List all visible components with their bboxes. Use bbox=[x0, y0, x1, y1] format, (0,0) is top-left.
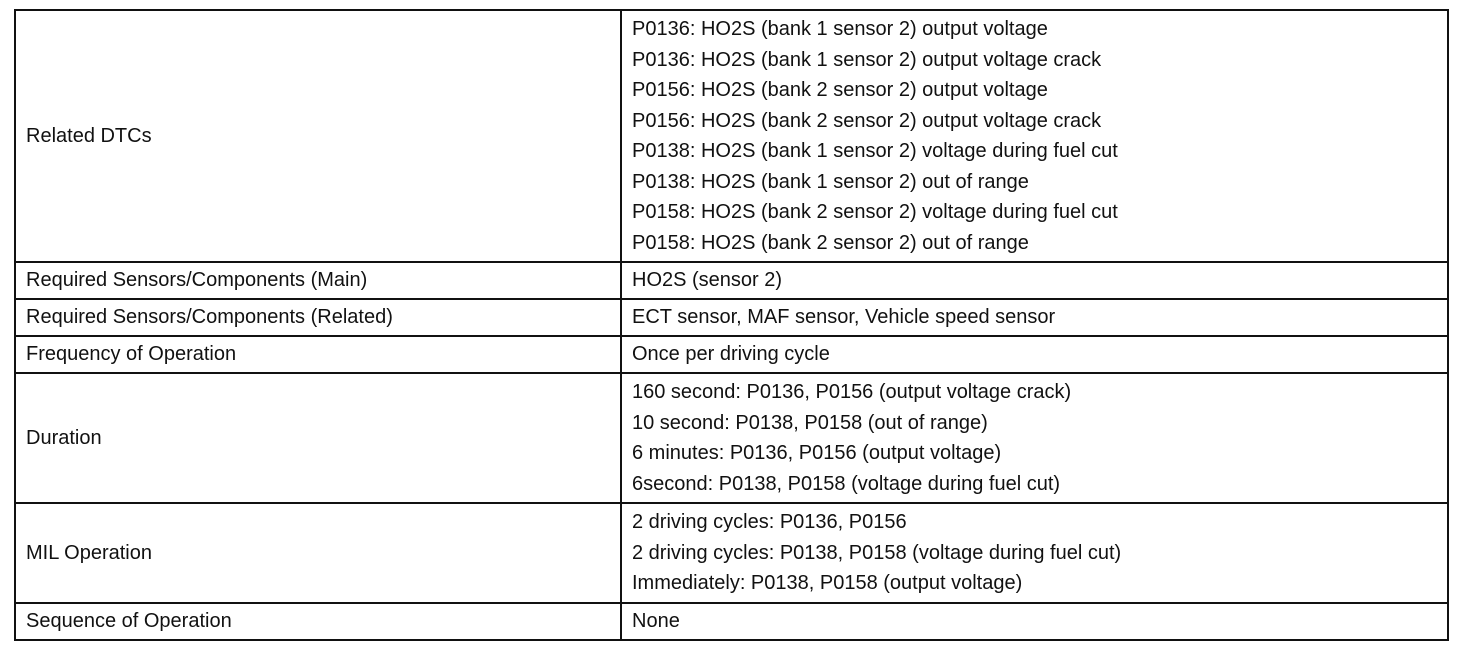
row-value bbox=[621, 10, 1448, 262]
row-value: HO2S (sensor 2) bbox=[621, 262, 1448, 299]
value-line: 2 driving cycles: P0136, P0156 bbox=[632, 511, 907, 533]
value-line: P0136: HO2S (bank 1 sensor 2) output voltage crack bbox=[632, 48, 1102, 71]
row-label: Required Sensors/Components (Related) bbox=[15, 299, 621, 336]
value-line: P0156: HO2S (bank 2 sensor 2) output voltage bbox=[632, 79, 1048, 101]
row-sequence bbox=[15, 603, 1448, 640]
row-label: MIL Operation bbox=[15, 503, 621, 603]
row-label: Sequence of Operation bbox=[15, 603, 621, 640]
value-line: P0136: HO2S (bank 1 sensor 2) output voltage bbox=[632, 18, 1048, 40]
monitor-spec-table bbox=[14, 9, 1449, 641]
row-duration bbox=[15, 373, 1448, 503]
value-line: P0158: HO2S (bank 2 sensor 2) out of range bbox=[632, 231, 1029, 254]
row-value bbox=[621, 373, 1448, 503]
value-line: P0158: HO2S (bank 2 sensor 2) voltage during fuel cut bbox=[632, 201, 1118, 223]
value-line: P0138: HO2S (bank 1 sensor 2) out of range bbox=[632, 170, 1029, 193]
value-line: 2 driving cycles: P0138, P0158 (voltage during fuel cut) bbox=[632, 541, 1122, 564]
row-label: Duration bbox=[15, 373, 621, 503]
row-mil-operation bbox=[15, 503, 1448, 603]
value-line: P0156: HO2S (bank 2 sensor 2) output voltage crack bbox=[632, 109, 1102, 132]
value-line: Immediately: P0138, P0158 (output voltage) bbox=[632, 572, 1023, 594]
value-line: P0138: HO2S (bank 1 sensor 2) voltage during fuel cut bbox=[632, 140, 1118, 162]
row-value: Once per driving cycle bbox=[621, 336, 1448, 373]
row-label: Required Sensors/Components (Main) bbox=[15, 262, 621, 299]
row-value bbox=[621, 503, 1448, 603]
row-related-dtcs bbox=[15, 10, 1448, 262]
row-label: Frequency of Operation bbox=[15, 336, 621, 373]
value-line: 10 second: P0138, P0158 (out of range) bbox=[632, 411, 988, 434]
value-line: 160 second: P0136, P0156 (output voltage crack) bbox=[632, 381, 1072, 403]
row-frequency bbox=[15, 336, 1448, 373]
row-label: Related DTCs bbox=[15, 10, 621, 262]
value-line: 6 minutes: P0136, P0156 (output voltage) bbox=[632, 442, 1002, 464]
value-line: 6second: P0138, P0158 (voltage during fuel cut) bbox=[632, 472, 1061, 495]
row-value: None bbox=[621, 603, 1448, 640]
row-required-related bbox=[15, 299, 1448, 336]
row-value: ECT sensor, MAF sensor, Vehicle speed sensor bbox=[621, 299, 1448, 336]
row-required-main bbox=[15, 262, 1448, 299]
spec-table-body bbox=[15, 10, 1448, 640]
